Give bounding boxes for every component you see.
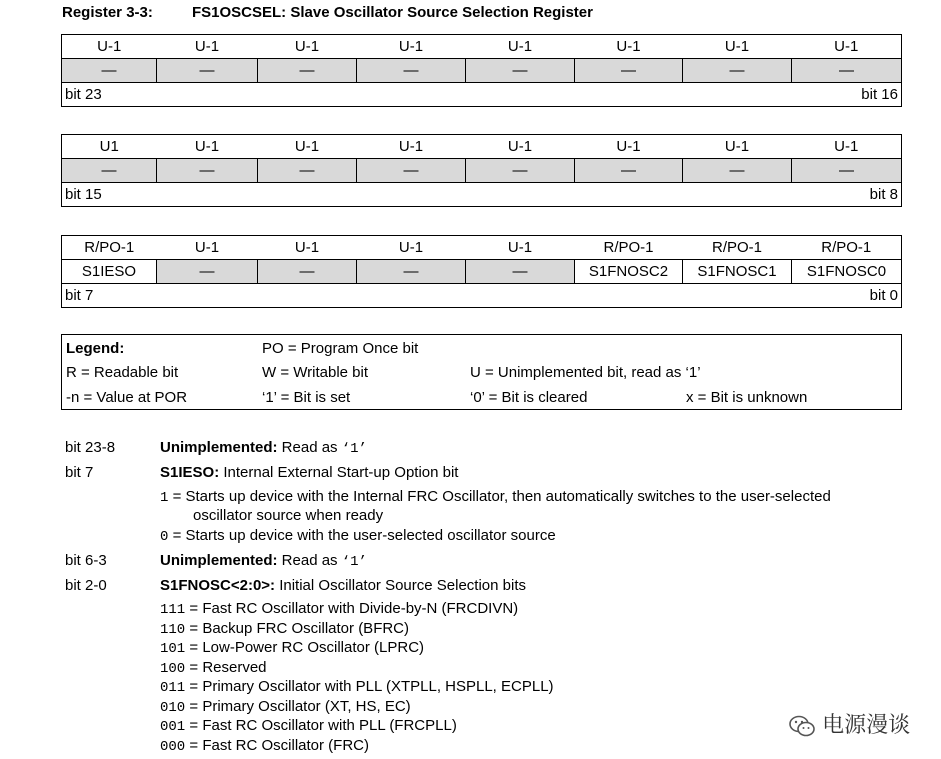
bit-name: — (157, 159, 258, 183)
bit-attr: U-1 (357, 35, 466, 59)
desc-option (160, 639, 424, 657)
option-code: 010 (160, 700, 186, 716)
bit-attr: U-1 (157, 135, 258, 159)
bit-attr: U-1 (357, 135, 466, 159)
bit-name: — (466, 260, 575, 284)
legend-w: W = Writable bit (262, 364, 369, 381)
legend-n: -n = Value at POR (66, 389, 188, 406)
bit-attr: U-1 (575, 35, 683, 59)
bit-name-s1fnosc1: S1FNOSC1 (683, 260, 792, 284)
desc-name: Unimplemented: (160, 552, 278, 569)
bit-high-label: bit 23 (65, 86, 102, 103)
watermark (788, 708, 910, 739)
desc-bit-7 (160, 464, 458, 481)
option-text: = Primary Oscillator (XT, HS, EC) (189, 698, 411, 715)
bit-range-row (62, 183, 902, 207)
bit-name-s1fnosc2: S1FNOSC2 (575, 260, 683, 284)
legend-x: x = Bit is unknown (686, 389, 808, 406)
bit-low-label: bit 16 (861, 86, 898, 103)
desc-option (160, 737, 369, 755)
bit-low-label: bit 8 (869, 186, 898, 203)
desc-bit-7-label: bit 7 (65, 464, 94, 481)
option-code: 110 (160, 622, 186, 638)
option-code: 000 (160, 739, 186, 755)
option-code: 011 (160, 680, 186, 696)
desc-option (160, 600, 518, 618)
desc-bit-6-3 (160, 552, 367, 570)
bit-attr: U-1 (683, 135, 792, 159)
option-text: = Low-Power RC Oscillator (LPRC) (189, 639, 425, 656)
bit-name: — (258, 59, 357, 83)
desc-option (160, 717, 457, 735)
desc-bit-6-3-label: bit 6-3 (65, 552, 107, 569)
legend-po: PO = Program Once bit (262, 340, 419, 357)
bit-attr: U-1 (62, 35, 157, 59)
register-name: FS1OSCSEL: Slave Oscillator Source Selection Register (192, 4, 593, 21)
bit-attr: U-1 (792, 135, 902, 159)
bit-name: — (357, 159, 466, 183)
bit-attr: U-1 (258, 135, 357, 159)
bit-name: — (357, 260, 466, 284)
register-title (62, 4, 593, 21)
bit-name: — (683, 59, 792, 83)
desc-option (160, 488, 831, 506)
desc-value: ‘1’ (341, 554, 367, 570)
bit-name: — (683, 159, 792, 183)
register-number: Register 3-3: (62, 4, 153, 21)
bit-range-row (62, 284, 902, 308)
option-text: = Fast RC Oscillator (FRC) (189, 737, 369, 754)
bit-name: — (792, 159, 902, 183)
bit-attr: U-1 (466, 35, 575, 59)
bit-name: — (466, 59, 575, 83)
option-text: = Reserved (189, 659, 267, 676)
bit-name: — (575, 59, 683, 83)
bit-name: — (792, 59, 902, 83)
desc-option (160, 698, 411, 716)
option-code: 001 (160, 719, 186, 735)
bit-name: — (575, 159, 683, 183)
bit-name: — (157, 260, 258, 284)
bit-high-label: bit 15 (65, 186, 102, 203)
register-table-bits-15-8 (61, 134, 902, 207)
desc-option (160, 678, 554, 696)
bit-name: — (62, 159, 157, 183)
desc-text: Read as (277, 439, 342, 456)
bit-attr: U-1 (792, 35, 902, 59)
desc-text: Read as (277, 552, 342, 569)
bit-attr: U-1 (157, 236, 258, 260)
desc-value: ‘1’ (341, 441, 367, 457)
desc-text: Initial Oscillator Source Selection bits (275, 577, 526, 594)
bit-name: — (357, 59, 466, 83)
bit-name-s1fnosc0: S1FNOSC0 (792, 260, 902, 284)
option-text: = Starts up device with the user-selected oscillator source (172, 527, 556, 544)
legend-box (61, 334, 902, 410)
register-table-bits-23-16 (61, 34, 902, 107)
bit-attr: R/PO-1 (62, 236, 157, 260)
bit-attr: R/PO-1 (792, 236, 902, 260)
desc-bit-2-0 (160, 577, 526, 594)
bit-attr: U-1 (258, 236, 357, 260)
option-code: 111 (160, 602, 186, 618)
option-text: = Primary Oscillator with PLL (XTPLL, HSPLL, ECPLL) (189, 678, 554, 695)
option-code: 100 (160, 661, 186, 677)
desc-bit-23-8-label: bit 23-8 (65, 439, 116, 456)
option-code: 0 (160, 529, 169, 545)
watermark-text: 电源漫谈 (822, 712, 911, 737)
bit-range-row (62, 83, 902, 107)
desc-name: S1IESO: (160, 464, 220, 481)
option-text: = Fast RC Oscillator with Divide-by-N (FRCDIVN) (189, 600, 519, 617)
desc-name: S1FNOSC<2:0>: (160, 577, 276, 594)
desc-bit-2-0-label: bit 2-0 (65, 577, 107, 594)
bit-attr: U-1 (466, 135, 575, 159)
desc-option (160, 659, 267, 677)
bit-name: — (157, 59, 258, 83)
legend-r: R = Readable bit (66, 364, 179, 381)
bit-attr: U-1 (575, 135, 683, 159)
legend-heading: Legend: (66, 340, 125, 357)
bit-name: — (258, 260, 357, 284)
bit-attr: U1 (62, 135, 157, 159)
option-text: = Fast RC Oscillator with PLL (FRCPLL) (189, 717, 457, 734)
bit-name-s1ieso: S1IESO (62, 260, 157, 284)
desc-name: Unimplemented: (160, 439, 278, 456)
legend-zero: ‘0’ = Bit is cleared (470, 389, 588, 406)
option-code: 101 (160, 641, 186, 657)
option-text: = Starts up device with the Internal FRC Oscillator, then automatically switches to the user-selected (172, 488, 831, 505)
option-text: = Backup FRC Oscillator (BFRC) (189, 620, 410, 637)
bit-name: — (258, 159, 357, 183)
bit-low-label: bit 0 (869, 287, 898, 304)
option-text-continued: oscillator source when ready (193, 507, 384, 524)
desc-bit-23-8 (160, 439, 367, 457)
bit-attr: U-1 (157, 35, 258, 59)
bit-high-label: bit 7 (65, 287, 94, 304)
option-code: 1 (160, 490, 169, 506)
register-table-bits-7-0 (61, 235, 902, 308)
bit-attr: U-1 (466, 236, 575, 260)
bit-attr: R/PO-1 (683, 236, 792, 260)
desc-option (160, 620, 409, 638)
bit-attr: R/PO-1 (575, 236, 683, 260)
legend-u: U = Unimplemented bit, read as ‘1’ (470, 364, 701, 381)
bit-name: — (62, 59, 157, 83)
wechat-icon (788, 712, 822, 737)
legend-one: ‘1’ = Bit is set (262, 389, 351, 406)
bit-attr: U-1 (683, 35, 792, 59)
desc-option (160, 527, 556, 545)
desc-text: Internal External Start-up Option bit (219, 464, 459, 481)
bit-attr: U-1 (357, 236, 466, 260)
bit-name: — (466, 159, 575, 183)
bit-attr: U-1 (258, 35, 357, 59)
